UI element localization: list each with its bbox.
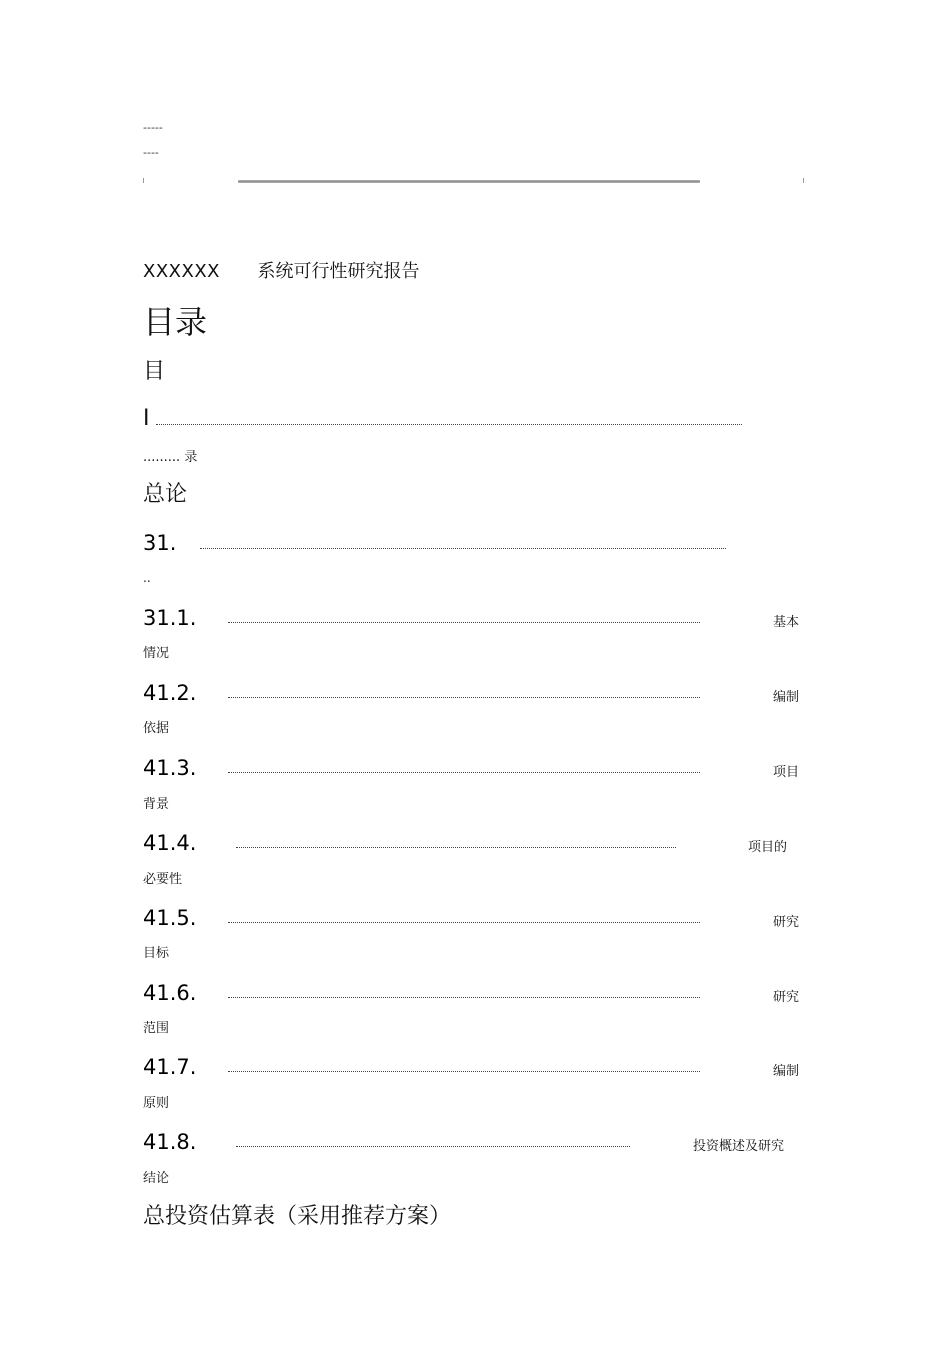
- toc-entry-label-a: 项目: [773, 765, 800, 780]
- toc-entry-number: 41.3.: [143, 756, 197, 780]
- toc-entry-label-a: 研究: [773, 990, 800, 1005]
- toc-entry-leader: [228, 772, 700, 773]
- toc-sub-heading: 目: [143, 359, 166, 384]
- document-title: [143, 257, 419, 283]
- header-tick-left: [143, 178, 144, 183]
- toc-entry-number: 41.6.: [143, 981, 197, 1005]
- toc-entry-label-b: 结论: [143, 1171, 170, 1186]
- toc-entry-number: 31.1.: [143, 606, 197, 630]
- toc-entry-label-b: 依据: [143, 721, 170, 736]
- toc-chapter-tail: ..: [143, 571, 151, 585]
- toc-first-label: 录: [184, 450, 198, 465]
- toc-entry-leader: [228, 622, 700, 623]
- toc-first-leader: [156, 424, 742, 425]
- toc-entry-label-b: 必要性: [143, 872, 183, 887]
- toc-entry-leader: [228, 697, 700, 698]
- toc-entry-leader: [236, 1146, 630, 1147]
- toc-entry-label-a: 项目的: [748, 840, 788, 855]
- header-dash-1: -----: [143, 121, 163, 134]
- document-title-text: 系统可行性研究报告: [257, 261, 420, 282]
- toc-entry-number: 41.2.: [143, 681, 197, 705]
- toc-entry-leader: [228, 922, 700, 923]
- toc-first-line2: [143, 446, 197, 465]
- toc-entry-label-b: 原则: [143, 1096, 170, 1111]
- toc-entry-label-a: 编制: [773, 690, 800, 705]
- toc-closing-heading: 总投资估算表（采用推荐方案）: [143, 1204, 452, 1229]
- toc-entry-number: 41.7.: [143, 1055, 197, 1079]
- header-dash-2: ----: [143, 146, 159, 159]
- toc-entry-number: 41.8.: [143, 1130, 197, 1154]
- toc-chapter-leader: [200, 548, 726, 549]
- toc-entry-label-a: 基本: [773, 615, 800, 630]
- toc-entry-label-b: 背景: [143, 797, 170, 812]
- toc-entry-leader: [228, 997, 700, 998]
- toc-entry-label-a: 研究: [773, 915, 800, 930]
- toc-entry-number: 41.4.: [143, 831, 197, 855]
- toc-entry-label-a: 编制: [773, 1064, 800, 1079]
- toc-heading: 目录: [143, 303, 208, 341]
- header-rule: [238, 180, 700, 183]
- toc-entry-label-b: 情况: [143, 646, 170, 661]
- toc-entry-number: 41.5.: [143, 906, 197, 930]
- toc-first-number: I: [143, 406, 150, 431]
- toc-entry-label-a: 投资概述及研究: [693, 1139, 785, 1154]
- toc-entry-leader: [228, 1071, 700, 1072]
- header-tick-right: [803, 178, 804, 183]
- toc-entry-label-b: 目标: [143, 946, 170, 961]
- document-code: XXXXXX: [143, 261, 220, 282]
- toc-entry-label-b: 范围: [143, 1021, 170, 1036]
- toc-chapter-number: 31.: [143, 531, 177, 555]
- toc-section-title: 总论: [143, 482, 188, 507]
- toc-entry-leader: [236, 847, 676, 848]
- toc-first-dots-tail: .........: [143, 450, 181, 465]
